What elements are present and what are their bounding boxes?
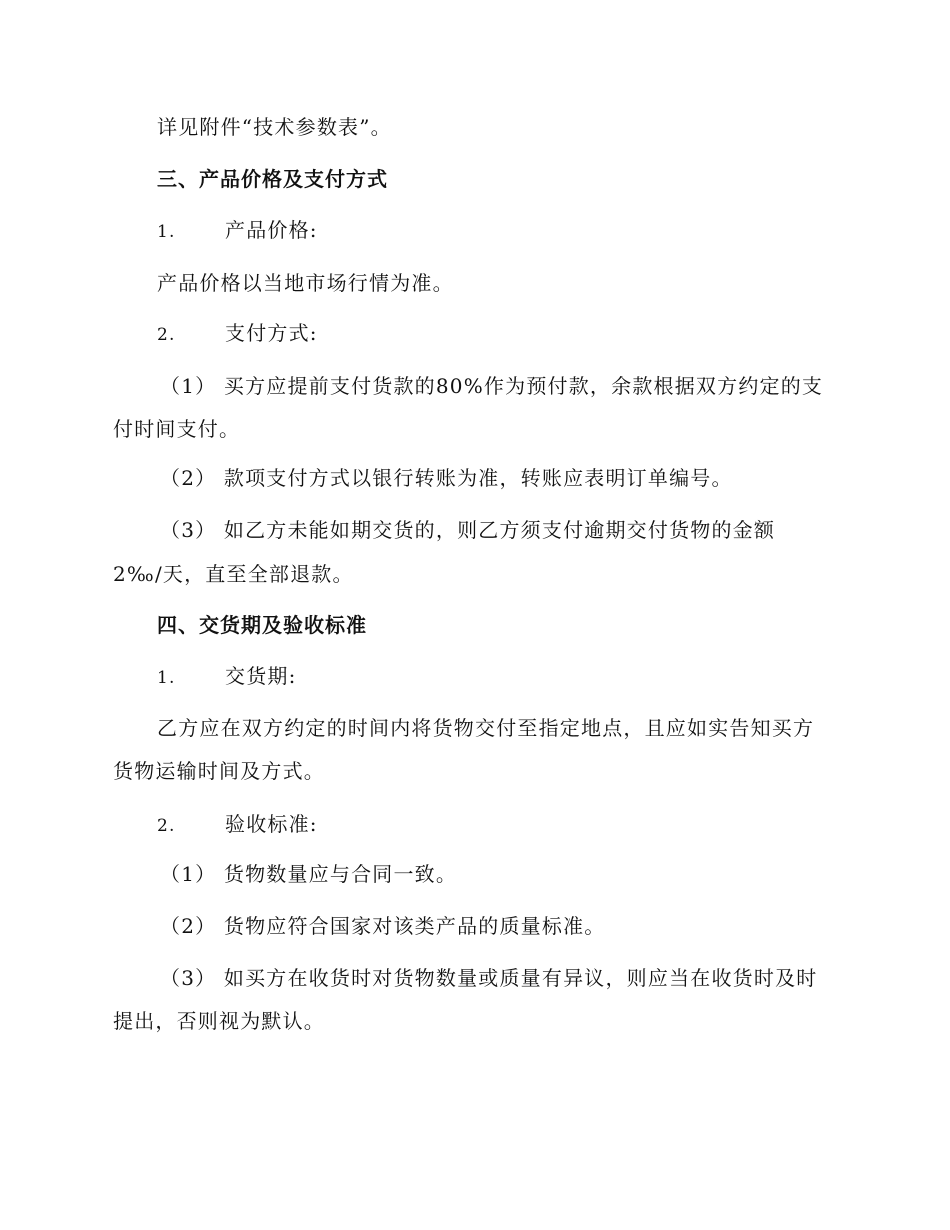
delivery-body-line-1: 乙方应在双方约定的时间内将货物交付至指定地点，且应如实告知买方 xyxy=(157,716,815,740)
acceptance-item-2: （2） 货物应符合国家对该类产品的质量标准。 xyxy=(160,914,606,938)
acceptance-item-3-line-1: （3） 如买方在收货时对货物数量或质量有异议，则应当在收货时及时 xyxy=(160,966,818,990)
section-3-1-number: 1. xyxy=(157,222,176,242)
payment-item-3-line-1: （3） 如乙方未能如期交货的，则乙方须支付逾期交付货物的金额 xyxy=(160,518,776,542)
acceptance-item-3-line-2: 提出，否则视为默认。 xyxy=(113,1009,325,1033)
payment-item-3-line-2: 2‰/天，直至全部退款。 xyxy=(113,562,354,586)
section-4-2-number: 2. xyxy=(157,816,176,836)
acceptance-item-1: （1） 货物数量应与合同一致。 xyxy=(160,862,458,886)
section-3-2-title: 支付方式: xyxy=(225,321,318,345)
section-3-heading: 三、产品价格及支付方式 xyxy=(157,167,388,191)
section-4-heading: 四、交货期及验收标准 xyxy=(157,613,367,637)
section-4-1-number: 1. xyxy=(157,668,176,688)
payment-item-1-line-1: （1） 买方应提前支付货款的80%作为预付款，余款根据双方约定的支 xyxy=(160,374,824,398)
delivery-body-line-2: 货物运输时间及方式。 xyxy=(113,759,325,783)
section-4-2-title: 验收标准: xyxy=(225,812,318,836)
intro-paragraph: 详见附件“技术参数表”。 xyxy=(157,115,392,139)
section-3-1-body: 产品价格以当地市场行情为准。 xyxy=(157,271,454,295)
section-4-1-title: 交货期: xyxy=(225,664,297,688)
payment-item-1-line-2: 付时间支付。 xyxy=(113,417,241,441)
payment-item-2: （2） 款项支付方式以银行转账为准，转账应表明订单编号。 xyxy=(160,466,733,490)
section-3-2-number: 2. xyxy=(157,325,176,345)
section-3-1-title: 产品价格: xyxy=(225,218,318,242)
